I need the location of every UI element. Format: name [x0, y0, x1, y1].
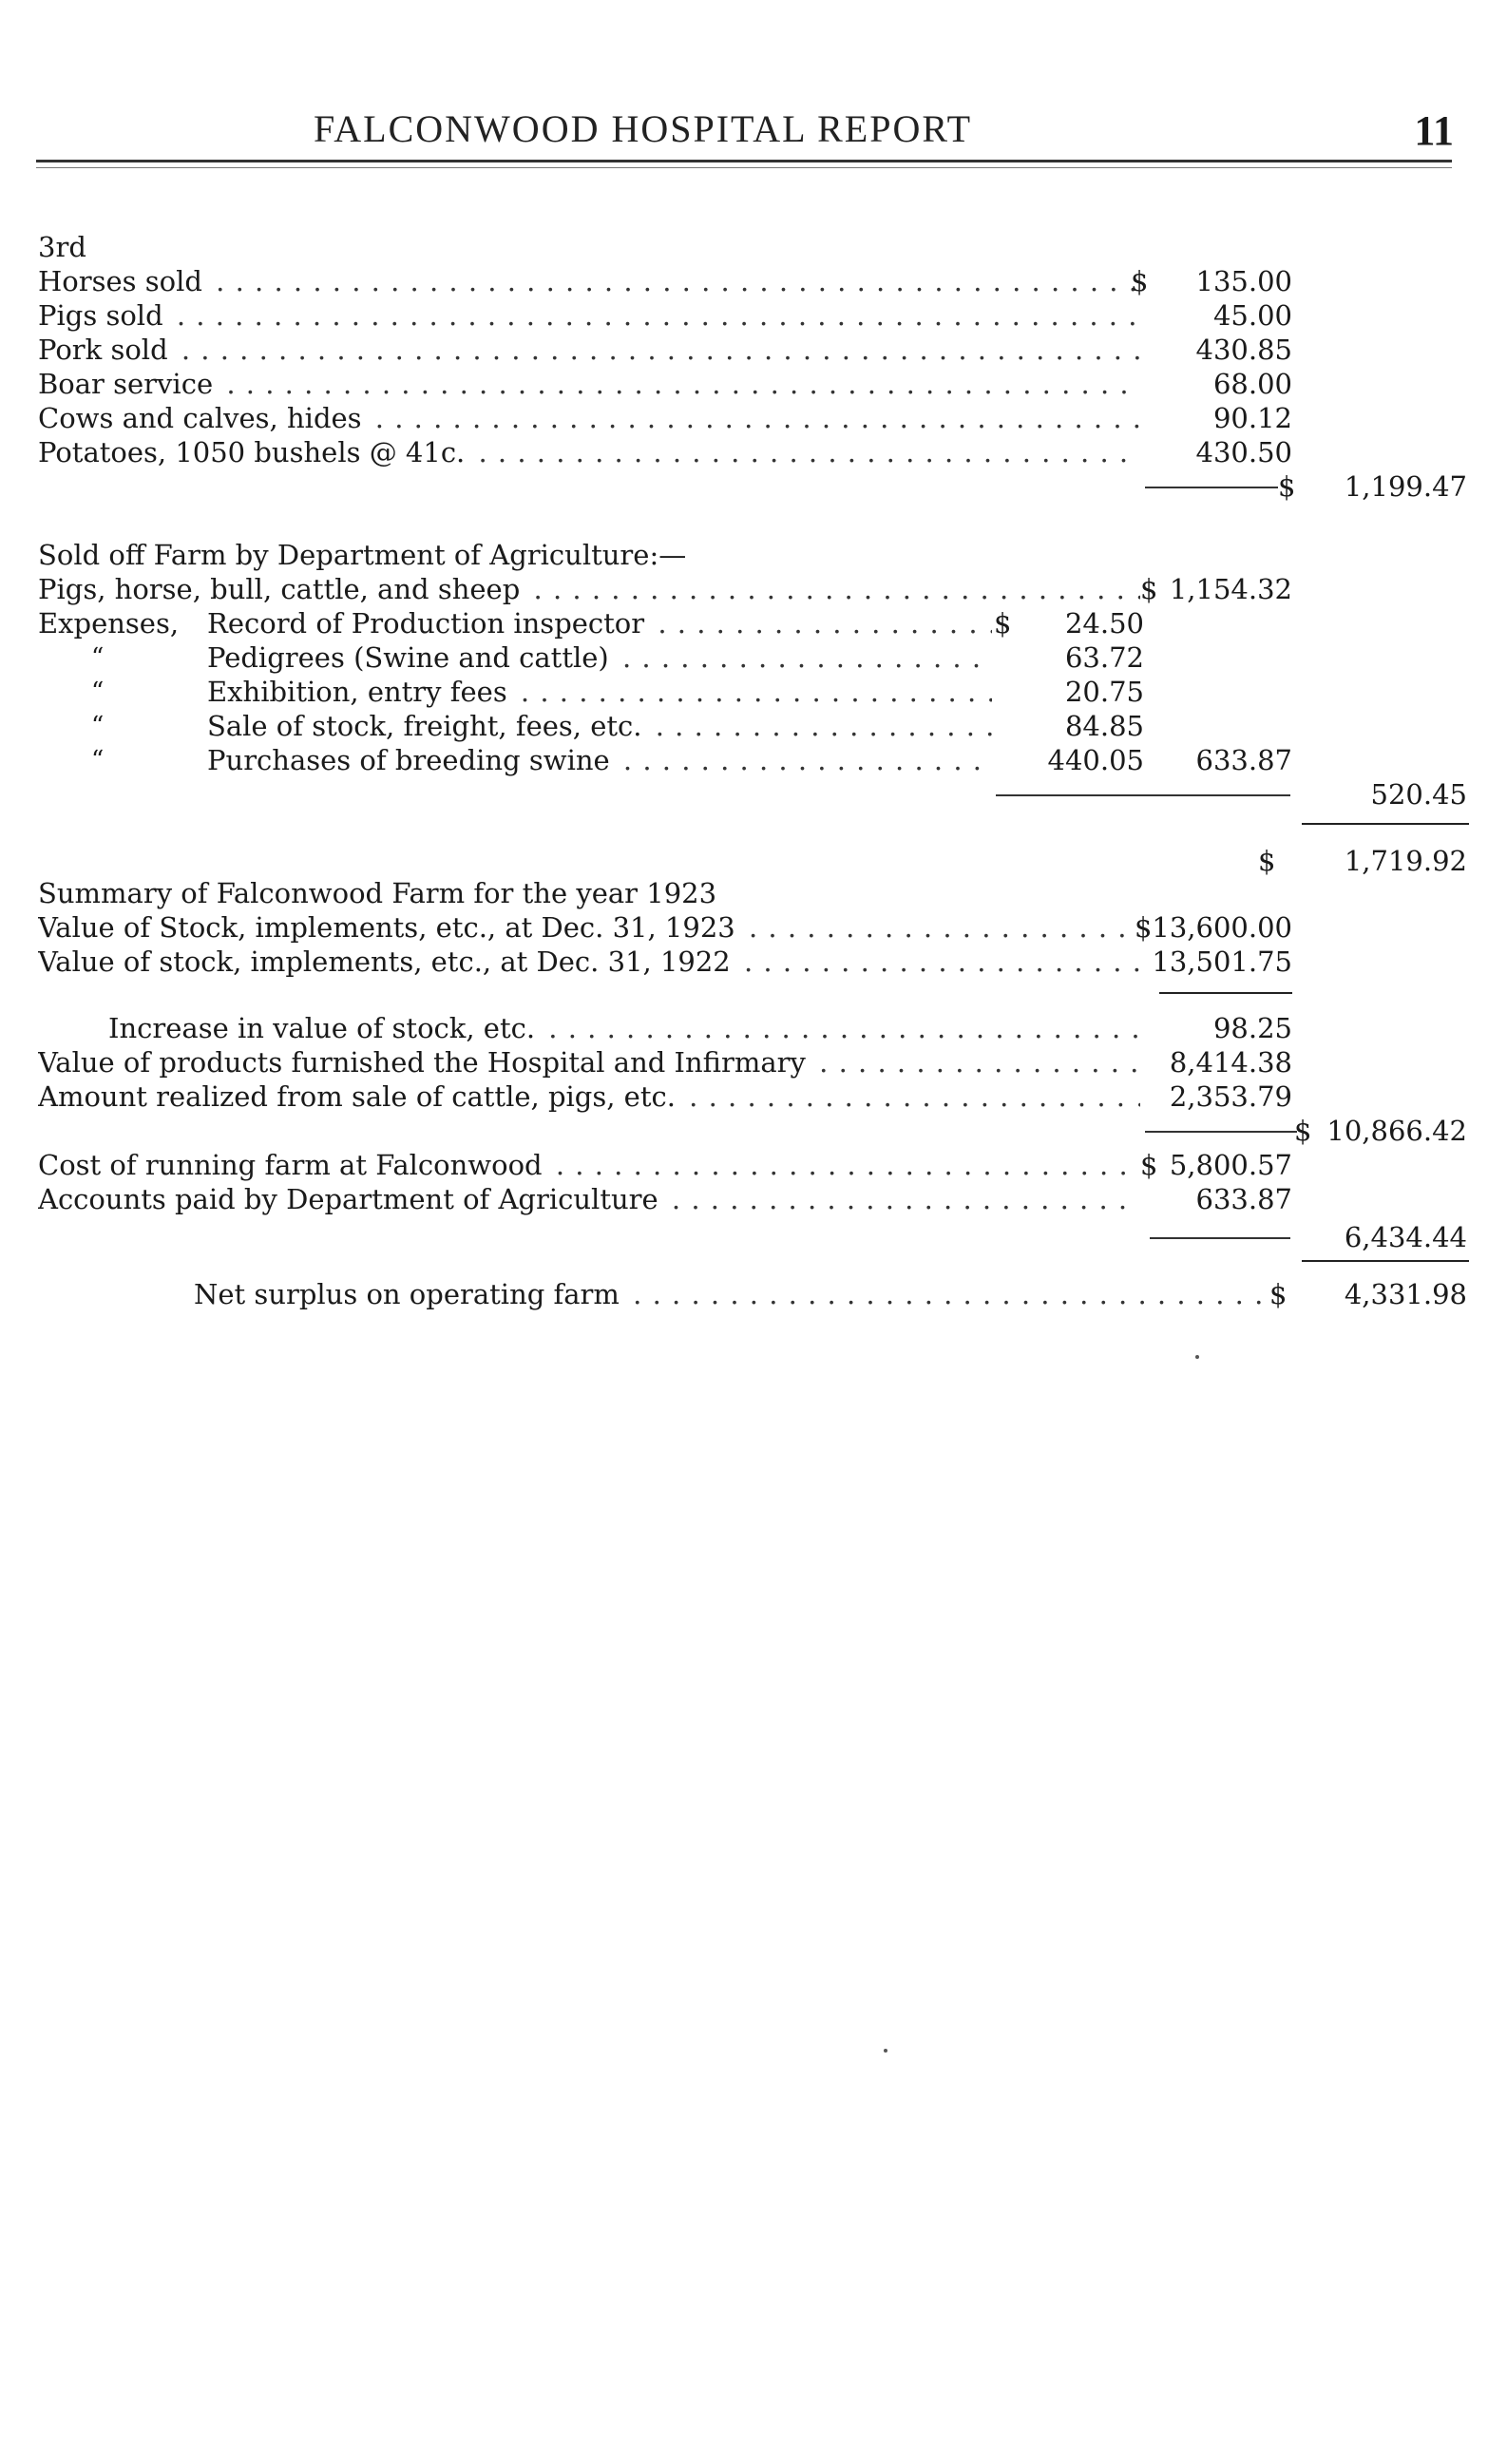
row-amount: 430.50: [1195, 436, 1292, 468]
net-surplus-row: [0, 1277, 1507, 1311]
row-amount: 98.25: [1212, 1012, 1292, 1044]
row-label: Value of products furnished the Hospital and Infirmary: [38, 1046, 810, 1079]
row-amount: 430.85: [1195, 334, 1292, 366]
dollar-sign: $: [1269, 1278, 1288, 1310]
grand-total-row: [0, 844, 1507, 878]
row-label: Increase in value of stock, etc.: [108, 1012, 539, 1044]
dash-rule: [1145, 1131, 1297, 1133]
row-label: Cows and calves, hides: [38, 402, 366, 434]
dollar-sign: $: [994, 607, 1012, 640]
ledger-row: [0, 333, 1507, 367]
section-heading: Sold off Farm by Department of Agriculture:—: [38, 539, 687, 571]
row-amount: 1,154.32: [1169, 573, 1292, 605]
section-total: 1,199.47: [1344, 470, 1467, 503]
row-amount: 24.50: [1064, 607, 1144, 640]
row-amount: $13,600.00: [1134, 911, 1292, 944]
ledger-row: [0, 709, 1507, 743]
row-label: Net surplus on operating farm: [194, 1278, 623, 1310]
dollar-sign: $: [1294, 1115, 1312, 1147]
row-label: Exhibition, entry fees: [207, 676, 511, 708]
ditto-mark: “: [91, 678, 105, 706]
ledger-row: [0, 606, 1507, 640]
row-label: Pigs, horse, bull, cattle, and sheep: [38, 573, 524, 605]
subtotal-rule: [1159, 992, 1292, 994]
page-number: 11: [1414, 107, 1454, 154]
row-label: Potatoes, 1050 bushels @ 41c.: [38, 436, 468, 468]
ledger-row: [0, 401, 1507, 435]
ledger-row: [0, 367, 1507, 401]
row-label: Boar service: [38, 368, 217, 400]
ledger-row: [0, 572, 1507, 606]
total-rule: [1302, 1260, 1469, 1262]
row-amount: 90.12: [1212, 402, 1292, 434]
row-label: Sale of stock, freight, fees, etc.: [207, 710, 646, 742]
print-speck: [1195, 1355, 1199, 1359]
ledger-row: [0, 675, 1507, 709]
ledger-total-row: [0, 1114, 1507, 1148]
row-label: Amount realized from sale of cattle, pigs, etc.: [38, 1080, 679, 1113]
row-amount: 633.87: [1195, 1183, 1292, 1215]
row-amount: 63.72: [1064, 641, 1144, 674]
net-surplus: 4,331.98: [1344, 1278, 1467, 1310]
ledger-row: [0, 945, 1507, 979]
dollar-sign: $: [1131, 265, 1149, 297]
ledger-row: [0, 435, 1507, 469]
ledger-row: [0, 298, 1507, 333]
dash-rule: [1145, 487, 1278, 488]
ledger-row: [0, 1011, 1507, 1045]
print-speck: [884, 2049, 887, 2053]
ledger-row: [0, 1079, 1507, 1114]
row-amount: 84.85: [1064, 710, 1144, 742]
ditto-mark: “: [91, 712, 105, 740]
expenses-total: 633.87: [1195, 744, 1292, 776]
row-amount: 13,501.75: [1152, 945, 1292, 978]
summary-heading: Summary of Falconwood Farm for the year 1923: [38, 877, 717, 909]
ledger-row: [0, 1148, 1507, 1182]
expenses-prefix: Expenses,: [38, 607, 182, 640]
running-title: FALCONWOOD HOSPITAL REPORT: [314, 107, 973, 150]
row-amount: 440.05: [1047, 744, 1144, 776]
row-label: Value of Stock, implements, etc., at Dec. 31, 1923: [38, 911, 739, 944]
row-amount: 45.00: [1212, 299, 1292, 332]
ledger-row: [0, 1182, 1507, 1216]
row-label: Cost of running farm at Falconwood: [38, 1149, 546, 1181]
row-label: Value of stock, implements, etc., at Dec. 31, 1922: [38, 945, 734, 978]
summary-subtotal: 10,866.42: [1326, 1115, 1467, 1147]
ledger-total-row: [0, 469, 1507, 504]
ditto-mark: “: [91, 643, 105, 672]
row-label: Record of Production inspector: [207, 607, 648, 640]
dash-rule: [1150, 1237, 1290, 1239]
dash-rule: [996, 794, 1290, 796]
row-label: Accounts paid by Department of Agriculture: [38, 1183, 662, 1215]
total-rule: [1302, 823, 1469, 825]
ledger-row: [0, 640, 1507, 675]
ledger-total-row: [0, 1220, 1507, 1254]
row-amount: 135.00: [1195, 265, 1292, 297]
ledger-row: [0, 264, 1507, 298]
dollar-sign: $: [1258, 845, 1276, 877]
ledger-row: [0, 910, 1507, 945]
row-label: Horses sold: [38, 265, 206, 297]
cost-total: 6,434.44: [1344, 1221, 1467, 1253]
row-label: Purchases of breeding swine: [207, 744, 614, 776]
row-amount: 5,800.57: [1169, 1149, 1292, 1181]
dollar-sign: $: [1140, 573, 1158, 605]
section-subhead: 3rd: [38, 231, 86, 263]
row-amount: 2,353.79: [1169, 1080, 1292, 1113]
row-label: Pigs sold: [38, 299, 167, 332]
ledger-total-row: [0, 777, 1507, 812]
ledger-row: [0, 1045, 1507, 1079]
dollar-sign: $: [1140, 1149, 1158, 1181]
ditto-mark: “: [91, 746, 105, 774]
row-amount: 68.00: [1212, 368, 1292, 400]
ledger-row: [0, 743, 1507, 777]
row-amount: 8,414.38: [1169, 1046, 1292, 1079]
row-label: Pork sold: [38, 334, 172, 366]
row-amount: 20.75: [1064, 676, 1144, 708]
section-total: 520.45: [1370, 778, 1467, 811]
grand-total: 1,719.92: [1344, 845, 1467, 877]
row-label: Pedigrees (Swine and cattle): [207, 641, 613, 674]
dollar-sign: $: [1278, 470, 1296, 503]
